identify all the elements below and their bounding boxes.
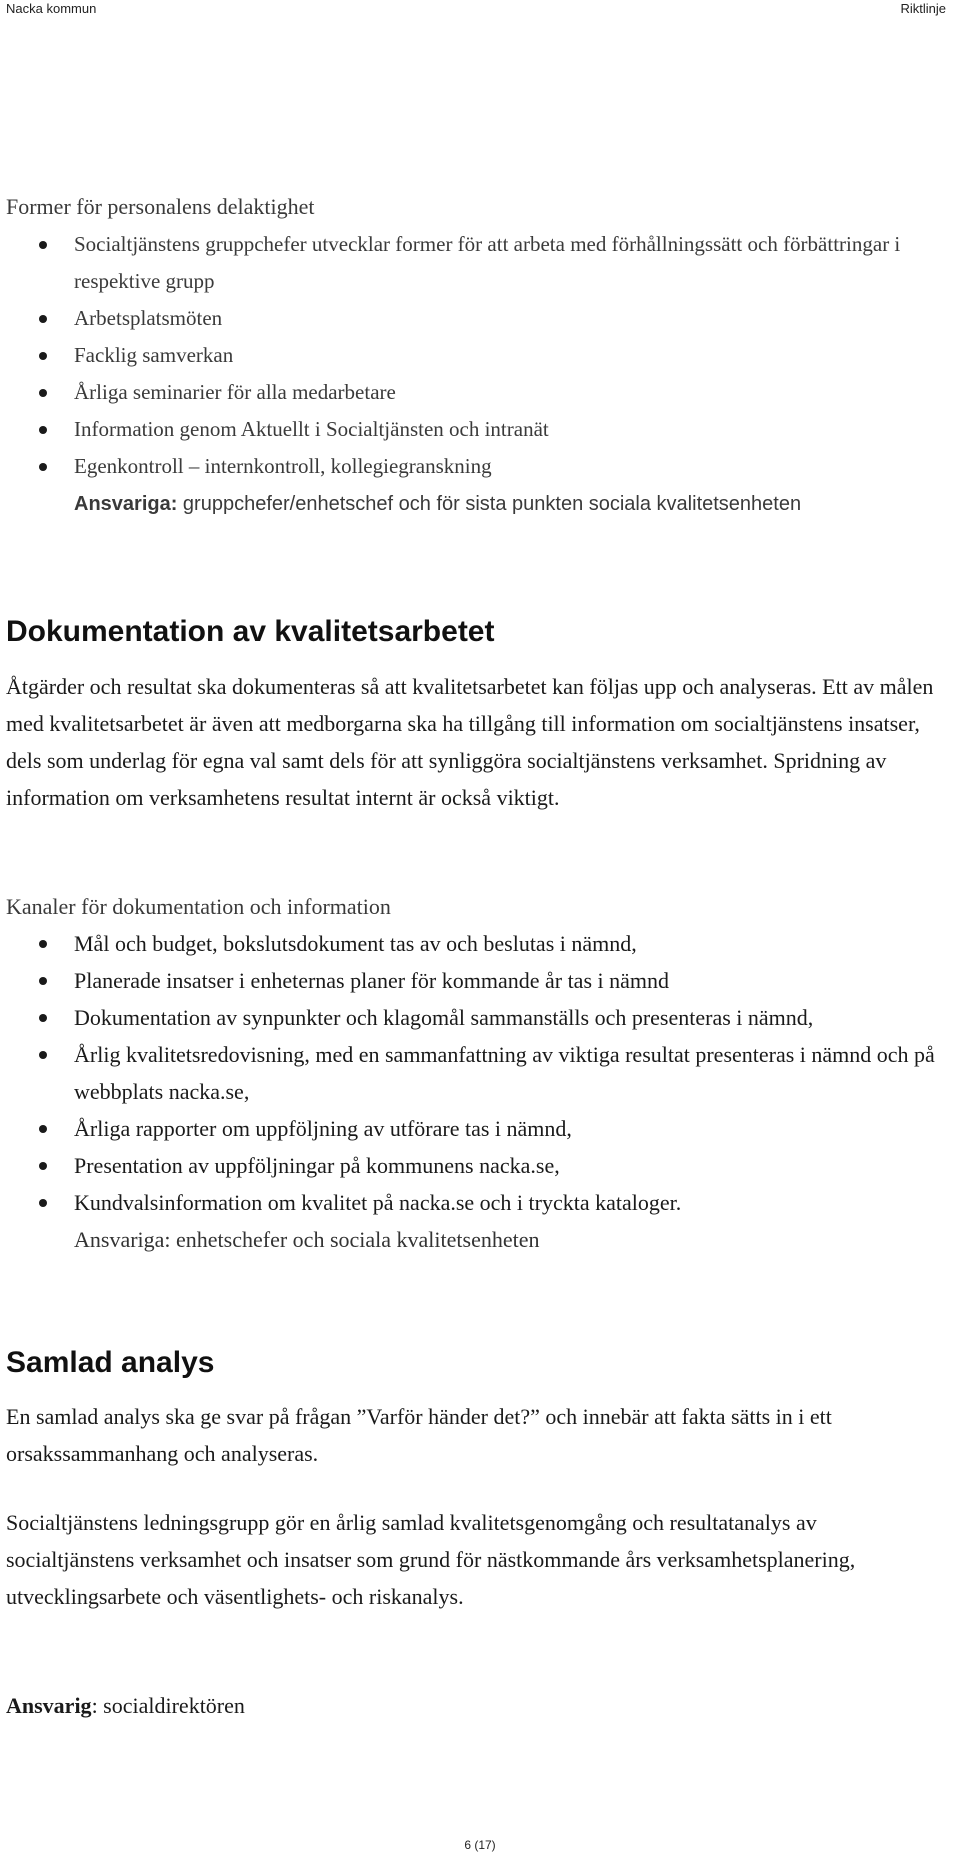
analysis-paragraph-2: Socialtjänstens ledningsgrupp gör en årlig samlad kvalitetsgenomgång och resultatanalys av socialtjänstens verksamhet och insatser som grund för nästkommande års verksamhetsplanering, utvecklingsarbete och väsentlighets- och riskanalys. (6, 1510, 856, 1609)
responsible-label: Ansvarig (6, 1693, 92, 1718)
list-item: Facklig samverkan (6, 337, 936, 374)
document-type: Riktlinje (900, 1, 946, 16)
responsible-text: gruppchefer/enhetschef och för sista punkten sociala kvalitetsenheten (177, 493, 802, 515)
participation-section (6, 191, 936, 523)
responsible-label: Ansvariga: (74, 493, 178, 515)
channels-heading: Kanaler för dokumentation och information (6, 894, 391, 919)
list-item: Presentation av uppföljningar på kommunens nacka.se, (6, 1147, 936, 1184)
list-item: Årliga seminarier för alla medarbetare (6, 374, 936, 411)
list-item: Årlig kvalitetsredovisning, med en sammanfattning av viktiga resultat presenteras i nämnd och på webbplats nacka.se, (6, 1036, 936, 1110)
participation-heading: Former för personalens delaktighet (6, 194, 315, 219)
channels-list (6, 925, 936, 1221)
analysis-paragraph-1: En samlad analys ska ge svar på frågan ”Varför händer det?” och innebär att fakta sätts in i ett orsakssammanhang och analyseras. (6, 1404, 832, 1466)
analysis-responsible (6, 1687, 245, 1724)
page-number: 6 (17) (464, 1838, 496, 1852)
participation-list (6, 226, 936, 485)
page-header (0, 0, 960, 20)
participation-responsible (6, 485, 936, 523)
list-item: Årliga rapporter om uppföljning av utförare tas i nämnd, (6, 1110, 936, 1147)
list-item: Planerade insatser i enheternas planer för kommande år tas i nämnd (6, 962, 936, 999)
list-item: Socialtjänstens gruppchefer utvecklar former för att arbeta med förhållningssätt och förbättringar i respektive grupp (6, 226, 936, 300)
org-name: Nacka kommun (6, 1, 97, 16)
documentation-paragraph: Åtgärder och resultat ska dokumenteras så att kvalitetsarbetet kan följas upp och analyseras. Ett av målen med kvalitetsarbetet är även att medborgarna ska ha tillgång till information om socialtjänstens insatser, dels som underlag för egna val samt dels för att synliggöra socialtjänstens verksamhet. Spridning av information om verksamhetens resultat internt är också viktigt. (6, 674, 934, 810)
list-item: Mål och budget, bokslutsdokument tas av och beslutas i nämnd, (6, 925, 936, 962)
list-item: Egenkontroll – internkontroll, kollegiegranskning (6, 448, 936, 485)
list-item: Kundvalsinformation om kvalitet på nacka.se och i tryckta kataloger. (6, 1184, 936, 1221)
analysis-title: Samlad analys (6, 1346, 215, 1379)
list-item: Arbetsplatsmöten (6, 300, 936, 337)
list-item: Dokumentation av synpunkter och klagomål sammanställs och presenteras i nämnd, (6, 999, 936, 1036)
channels-section (6, 888, 936, 1258)
channels-responsible: Ansvariga: enhetschefer och sociala kvalitetsenheten (74, 1227, 540, 1252)
list-item: Information genom Aktuellt i Socialtjänsten och intranät (6, 411, 936, 448)
documentation-title: Dokumentation av kvalitetsarbetet (6, 615, 495, 648)
responsible-text: : socialdirektören (91, 1693, 245, 1718)
